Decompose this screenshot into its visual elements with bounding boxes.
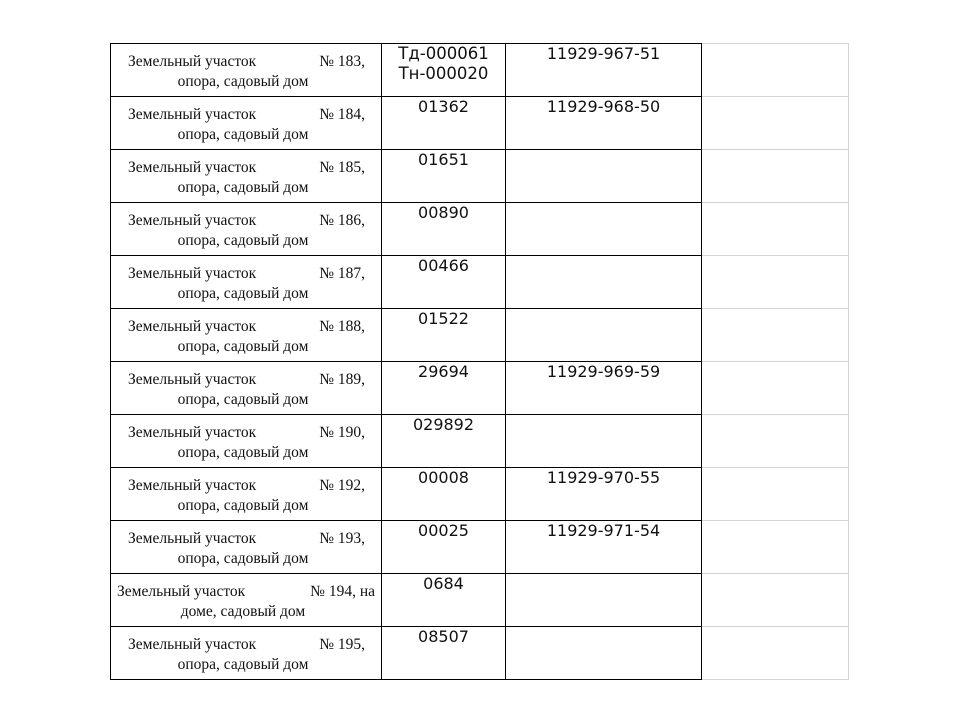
- meter-number: 08507: [418, 627, 469, 646]
- table-row: [111, 203, 849, 256]
- account-number: 11929-969-59: [546, 362, 661, 381]
- account-number-cell: [506, 256, 702, 309]
- account-number-cell: [506, 362, 702, 415]
- meter-number-cell: [382, 97, 506, 150]
- account-number: 11929-970-55: [546, 468, 661, 487]
- account-number: [506, 203, 701, 206]
- plot-description-cell: [111, 627, 382, 680]
- empty-cell: [702, 415, 849, 468]
- plot-location: опора, садовый дом: [177, 285, 309, 302]
- table-row: [111, 256, 849, 309]
- meter-number: Тн-000020: [398, 64, 489, 83]
- plot-location: опора, садовый дом: [177, 179, 309, 196]
- meter-number: 0684: [423, 574, 464, 593]
- plot-number: № 186,: [319, 212, 365, 229]
- plot-number: № 195,: [319, 636, 365, 653]
- plot-description-cell: [111, 309, 382, 362]
- account-number-cell: [506, 309, 702, 362]
- meter-number: 00890: [418, 203, 469, 222]
- plot-description-cell: [111, 256, 382, 309]
- account-number-cell: [506, 415, 702, 468]
- meter-number-cell: [382, 627, 506, 680]
- plot-label: Земельный участок: [128, 371, 257, 388]
- plot-location: опора, садовый дом: [177, 391, 309, 408]
- meter-number: 01362: [418, 97, 469, 116]
- meter-number-cell: [382, 521, 506, 574]
- empty-cell: [702, 574, 849, 627]
- plot-label: Земельный участок: [128, 530, 257, 547]
- plot-location: опора, садовый дом: [177, 656, 309, 673]
- plot-number: № 189,: [319, 371, 365, 388]
- plot-description-cell: [111, 521, 382, 574]
- plot-location: опора, садовый дом: [177, 444, 309, 461]
- plot-description-cell: [111, 415, 382, 468]
- plot-number: № 194, на: [310, 583, 375, 600]
- plot-number: № 188,: [319, 318, 365, 335]
- plot-label: Земельный участок: [128, 106, 257, 123]
- plot-description-cell: [111, 97, 382, 150]
- plot-number: № 193,: [319, 530, 365, 547]
- account-number-cell: [506, 627, 702, 680]
- empty-cell: [702, 468, 849, 521]
- plot-description-cell: [111, 362, 382, 415]
- account-number-cell: [506, 521, 702, 574]
- plot-location: опора, садовый дом: [177, 338, 309, 355]
- plot-number: № 183,: [319, 53, 365, 70]
- meter-number: 00008: [418, 468, 469, 487]
- meter-number-cell: [382, 415, 506, 468]
- plot-label: Земельный участок: [128, 53, 257, 70]
- account-number: [506, 150, 701, 153]
- meter-number-cell: [382, 150, 506, 203]
- table-row: [111, 97, 849, 150]
- plot-number: № 192,: [319, 477, 365, 494]
- empty-cell: [702, 362, 849, 415]
- plot-location: опора, садовый дом: [177, 550, 309, 567]
- table-row: [111, 415, 849, 468]
- account-number-cell: [506, 97, 702, 150]
- meter-number-cell: [382, 362, 506, 415]
- account-number-cell: [506, 150, 702, 203]
- meter-number-cell: [382, 468, 506, 521]
- plot-description-cell: [111, 468, 382, 521]
- empty-cell: [702, 203, 849, 256]
- table-row: [111, 468, 849, 521]
- plot-location: доме, садовый дом: [180, 603, 306, 620]
- account-number: [506, 627, 701, 630]
- plot-label: Земельный участок: [128, 212, 257, 229]
- meter-number-cell: [382, 203, 506, 256]
- meter-number-cell: [382, 44, 506, 97]
- table-row: [111, 574, 849, 627]
- account-number-cell: [506, 574, 702, 627]
- account-number: 11929-967-51: [546, 44, 661, 63]
- table-row: [111, 521, 849, 574]
- plot-label: Земельный участок: [128, 159, 257, 176]
- account-number-cell: [506, 468, 702, 521]
- empty-cell: [702, 150, 849, 203]
- meter-number: 00466: [418, 256, 469, 275]
- table-row: [111, 309, 849, 362]
- table-row: [111, 150, 849, 203]
- meter-number-cell: [382, 256, 506, 309]
- table-row: [111, 362, 849, 415]
- account-number: [506, 256, 701, 259]
- plot-description-cell: [111, 44, 382, 97]
- meter-number: 00025: [418, 521, 469, 540]
- meter-number: 01651: [418, 150, 469, 169]
- plot-number: № 190,: [319, 424, 365, 441]
- plot-location: опора, садовый дом: [177, 126, 309, 143]
- table-row: [111, 627, 849, 680]
- account-number: [506, 415, 701, 418]
- plot-number: № 185,: [319, 159, 365, 176]
- plot-description-cell: [111, 150, 382, 203]
- empty-cell: [702, 256, 849, 309]
- plot-description-cell: [111, 203, 382, 256]
- plot-label: Земельный участок: [128, 477, 257, 494]
- meter-number-cell: [382, 309, 506, 362]
- meter-number: 01522: [418, 309, 469, 328]
- plot-label: Земельный участок: [128, 636, 257, 653]
- account-number: 11929-968-50: [546, 97, 661, 116]
- account-number-cell: [506, 203, 702, 256]
- plot-location: опора, садовый дом: [177, 232, 309, 249]
- empty-cell: [702, 309, 849, 362]
- plot-number: № 187,: [319, 265, 365, 282]
- table-body: [111, 44, 849, 680]
- table-row: [111, 44, 849, 97]
- account-number-cell: [506, 44, 702, 97]
- meter-number-cell: [382, 574, 506, 627]
- plot-number: № 184,: [319, 106, 365, 123]
- meter-number: 029892: [412, 415, 475, 434]
- meter-number: 29694: [418, 362, 469, 381]
- account-number: 11929-971-54: [546, 521, 661, 540]
- empty-cell: [702, 44, 849, 97]
- land-plot-table: [110, 43, 849, 680]
- meter-number: Тд-000061: [398, 44, 489, 63]
- plot-description-cell: [111, 574, 382, 627]
- plot-label: Земельный участок: [117, 583, 246, 600]
- empty-cell: [702, 627, 849, 680]
- account-number: [506, 309, 701, 312]
- plot-label: Земельный участок: [128, 424, 257, 441]
- plot-label: Земельный участок: [128, 265, 257, 282]
- plot-location: опора, садовый дом: [177, 73, 309, 90]
- empty-cell: [702, 97, 849, 150]
- account-number: [506, 574, 701, 577]
- empty-cell: [702, 521, 849, 574]
- plot-location: опора, садовый дом: [177, 497, 309, 514]
- plot-label: Земельный участок: [128, 318, 257, 335]
